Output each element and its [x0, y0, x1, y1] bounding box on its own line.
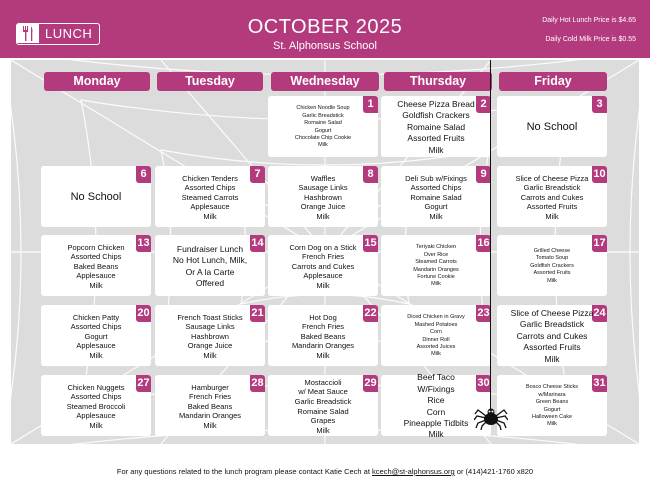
spider-thread	[490, 60, 491, 412]
menu-item: Orange Juice	[300, 202, 346, 212]
menu-item: Romaine Salad	[304, 120, 342, 127]
calendar-day-cell	[155, 235, 265, 296]
menu-items	[160, 380, 260, 433]
menu-item: Assorted Fruits	[526, 202, 578, 212]
day-number: 1	[363, 96, 378, 113]
menu-item: Rice	[427, 395, 445, 406]
menu-item: Milk	[545, 211, 559, 221]
calendar-day-cell	[41, 166, 151, 227]
menu-item: Slice of Cheese Pizza	[510, 307, 594, 318]
menu-item: Assorted Juices	[416, 343, 456, 350]
menu-item: Corn	[430, 329, 442, 336]
menu-item: Mashed Potatoes	[414, 321, 458, 328]
calendar-day-cell	[381, 166, 491, 227]
calendar-day-cell	[268, 375, 378, 436]
menu-item: Milk	[547, 277, 557, 284]
menu-item: Fundraiser Lunch	[176, 243, 244, 254]
menu-item: Carrots and Cukes	[520, 192, 584, 202]
menu-item: Milk	[316, 211, 330, 221]
menu-items	[160, 240, 260, 293]
calendar-day-cell	[155, 166, 265, 227]
menu-item: Cheese Pizza Bread	[397, 98, 475, 109]
contact-phone: or (414)421-1760 x820	[456, 467, 534, 476]
menu-items	[46, 171, 146, 224]
menu-items	[46, 240, 146, 293]
calendar-day-cell	[381, 96, 491, 157]
menu-item: No Hot Lunch, Milk,	[172, 255, 248, 266]
menu-items	[46, 310, 146, 363]
menu-item: Steamed Carrots	[181, 192, 239, 202]
day-number: 9	[476, 166, 491, 183]
menu-item: Slice of Cheese Pizza	[515, 173, 589, 183]
menu-item: Steamed Broccoli	[66, 401, 126, 411]
day-number: 24	[592, 305, 607, 322]
day-number: 6	[136, 166, 151, 183]
menu-items	[273, 240, 373, 293]
menu-item: Milk	[89, 350, 103, 360]
menu-item: Milk	[89, 280, 103, 290]
cold-milk-price: Daily Cold Milk Price is $0.55	[545, 36, 636, 43]
day-number: 8	[363, 166, 378, 183]
menu-items	[502, 101, 602, 154]
calendar-day-cell	[268, 96, 378, 157]
day-number: 10	[592, 166, 607, 183]
menu-items	[502, 307, 602, 364]
menu-item: Gogurt	[543, 406, 561, 413]
day-number: 31	[592, 375, 607, 392]
menu-item: Applesauce	[76, 411, 116, 421]
menu-items	[273, 171, 373, 224]
calendar-day-cell	[41, 305, 151, 366]
menu-item: Green Beans	[535, 399, 569, 406]
menu-item: Grapes	[310, 416, 336, 426]
day-number: 2	[476, 96, 491, 113]
menu-item: Mandarin Oranges	[413, 266, 459, 273]
calendar-day-cell	[155, 305, 265, 366]
page-title: OCTOBER 2025	[247, 16, 403, 38]
menu-item: No School	[526, 121, 578, 134]
menu-item: Garlic Breadstick	[519, 319, 585, 330]
menu-item: Hashbrown	[191, 331, 229, 341]
menu-item: Milk	[431, 351, 441, 358]
menu-item: Baked Beans	[187, 401, 233, 411]
menu-item: Or A la Carte	[185, 266, 235, 277]
menu-items	[386, 240, 486, 293]
menu-item: Carrots and Cukes	[516, 330, 588, 341]
menu-items	[273, 101, 373, 154]
menu-item: Hashbrown	[304, 192, 342, 202]
menu-item: Milk	[428, 144, 444, 155]
menu-item: w/Marinara	[538, 391, 566, 398]
menu-item: Garlic Breadstick	[294, 396, 352, 406]
menu-item: Applesauce	[303, 271, 343, 281]
day-header-thursday: Thursday	[384, 72, 492, 91]
menu-item: Bosco Cheese Sticks	[526, 384, 578, 391]
menu-item: Corn	[426, 406, 446, 417]
menu-item: Milk	[429, 211, 443, 221]
day-number: 28	[250, 375, 265, 392]
calendar-day-cell	[497, 166, 607, 227]
day-header-tuesday: Tuesday	[157, 72, 263, 91]
menu-item: Applesauce	[76, 341, 116, 351]
menu-item: Milk	[89, 420, 103, 430]
menu-item: Popcorn Chicken	[67, 242, 125, 252]
day-number: 13	[136, 235, 151, 252]
menu-item: Assorted Fruits	[407, 133, 465, 144]
day-number: 23	[476, 305, 491, 322]
day-header-friday: Friday	[499, 72, 607, 91]
menu-item: Assorted Chips	[184, 183, 236, 193]
day-number: 21	[250, 305, 265, 322]
calendar-day-cell	[381, 235, 491, 296]
menu-item: Hot Dog	[309, 312, 337, 322]
menu-item: Fortune Cookie	[417, 273, 455, 280]
day-header-wednesday: Wednesday	[271, 72, 379, 91]
menu-item: Applesauce	[76, 271, 116, 281]
menu-item: Romaine Salad	[410, 192, 462, 202]
day-number: 3	[592, 96, 607, 113]
menu-item: Steamed Carrots	[415, 259, 457, 266]
menu-item: Garlic Breadstick	[523, 183, 581, 193]
menu-items	[502, 380, 602, 433]
menu-item: Milk	[316, 350, 330, 360]
day-number: 14	[250, 235, 265, 252]
menu-item: Goldfish Crackers	[530, 262, 574, 269]
day-number: 7	[250, 166, 265, 183]
day-number: 15	[363, 235, 378, 252]
menu-item: Deli Sub w/Fixings	[405, 173, 467, 183]
menu-item: Milk	[544, 353, 560, 364]
menu-item: Diced Chicken in Gravy	[407, 314, 465, 321]
menu-item: Applesauce	[190, 202, 230, 212]
menu-item: Chicken Tenders	[182, 173, 238, 183]
menu-items	[160, 310, 260, 363]
school-name: St. Alphonsus School	[273, 40, 377, 52]
day-number: 17	[592, 235, 607, 252]
menu-item: Assorted Fruits	[533, 270, 571, 277]
calendar-day-cell	[497, 305, 607, 366]
menu-item: Milk	[547, 421, 557, 428]
menu-item: Milk	[318, 142, 328, 149]
menu-item: Corn Dog on a Stick	[289, 242, 357, 252]
menu-item: Halloween Cake	[531, 413, 573, 420]
menu-items	[502, 240, 602, 293]
menu-item: No School	[70, 191, 122, 204]
hot-lunch-price: Daily Hot Lunch Price is $4.65	[542, 17, 636, 24]
badge-label: LUNCH	[45, 26, 93, 41]
menu-item: French Fries	[301, 252, 345, 262]
menu-item: Milk	[428, 429, 444, 440]
menu-item: Milk	[203, 211, 217, 221]
spider-icon	[474, 404, 508, 430]
calendar-day-cell	[497, 235, 607, 296]
calendar-day-cell	[268, 166, 378, 227]
menu-item: Assorted Chips	[70, 322, 122, 332]
menu-item: Waffles	[310, 173, 336, 183]
menu-item: French Fries	[301, 322, 345, 332]
contact-email-link[interactable]: kcech@st-alphonsus.org	[372, 467, 455, 476]
menu-item: Pineapple Tidbits	[403, 417, 469, 428]
menu-item: Sausage Links	[185, 322, 235, 332]
day-number: 29	[363, 375, 378, 392]
calendar-day-cell	[381, 305, 491, 366]
calendar-day-cell	[268, 305, 378, 366]
menu-item: Milk	[203, 350, 217, 360]
menu-items	[386, 310, 486, 363]
menu-item: Baked Beans	[300, 331, 346, 341]
menu-item: Romaine Salad	[297, 406, 349, 416]
menu-items	[160, 171, 260, 224]
day-number: 27	[136, 375, 151, 392]
menu-item: Chocolate Chip Cookie	[294, 134, 352, 141]
menu-item: Gogurt	[424, 202, 448, 212]
menu-item: Tomato Soup	[535, 255, 569, 262]
menu-item: Baked Beans	[73, 261, 119, 271]
menu-item: w/ Meat Sauce	[298, 387, 348, 397]
menu-items	[273, 377, 373, 435]
menu-items	[386, 372, 486, 440]
menu-item: Garlic Breadstick	[302, 112, 344, 119]
menu-item: Sausage Links	[298, 183, 348, 193]
calendar-day-cell	[268, 235, 378, 296]
menu-item: Mandarin Oranges	[291, 341, 355, 351]
menu-item: Beef Taco	[417, 372, 455, 383]
menu-item: Milk	[316, 280, 330, 290]
calendar-day-cell	[41, 375, 151, 436]
footer-text: For any questions related to the lunch program please contact Katie Cech at	[116, 467, 370, 476]
calendar-day-cell	[155, 375, 265, 436]
menu-item: Milk	[203, 420, 217, 430]
calendar-day-cell	[497, 375, 607, 436]
menu-item: Assorted Chips	[410, 183, 462, 193]
menu-item: Assorted Fruits	[523, 342, 581, 353]
menu-item: Mostaccioli	[304, 377, 342, 387]
menu-item: Assorted Chips	[70, 392, 122, 402]
day-number: 20	[136, 305, 151, 322]
menu-item: Orange Juice	[187, 341, 233, 351]
page-header	[0, 0, 650, 58]
menu-item: Milk	[431, 281, 441, 288]
menu-item: Romaine Salad	[406, 121, 466, 132]
menu-items	[273, 310, 373, 363]
menu-item: Chicken Patty	[72, 312, 120, 322]
calendar-day-cell	[41, 235, 151, 296]
menu-item: Teriyaki Chicken	[415, 244, 457, 251]
day-header-monday: Monday	[44, 72, 150, 91]
menu-items	[502, 171, 602, 224]
menu-item: Goldfish Crackers	[402, 110, 470, 121]
menu-item: Gogurt	[84, 331, 108, 341]
menu-item: Offered	[195, 277, 225, 288]
calendar-day-cell	[497, 96, 607, 157]
menu-items	[386, 171, 486, 224]
menu-item: Carrots and Cukes	[291, 261, 355, 271]
menu-item: Hamburger	[191, 382, 229, 392]
menu-item: Mandarin Oranges	[178, 411, 242, 421]
menu-item: W/Fixings	[417, 383, 455, 394]
menu-items	[46, 380, 146, 433]
menu-item: Grilled Cheese	[533, 247, 571, 254]
menu-item: Over Rice	[423, 251, 449, 258]
footer-contact	[0, 467, 650, 476]
menu-items	[386, 98, 486, 155]
menu-item: Assorted Chips	[70, 252, 122, 262]
menu-item: Milk	[316, 425, 330, 435]
menu-item: Gogurt	[314, 127, 332, 134]
menu-item: French Fries	[188, 392, 232, 402]
menu-item: Chicken Nuggets	[67, 382, 125, 392]
day-number: 30	[476, 375, 491, 392]
day-number: 16	[476, 235, 491, 252]
day-number: 22	[363, 305, 378, 322]
menu-item: Dinner Roll	[422, 336, 450, 343]
menu-item: Chicken Noodle Soup	[296, 105, 350, 112]
menu-item: French Toast Sticks	[177, 312, 243, 322]
